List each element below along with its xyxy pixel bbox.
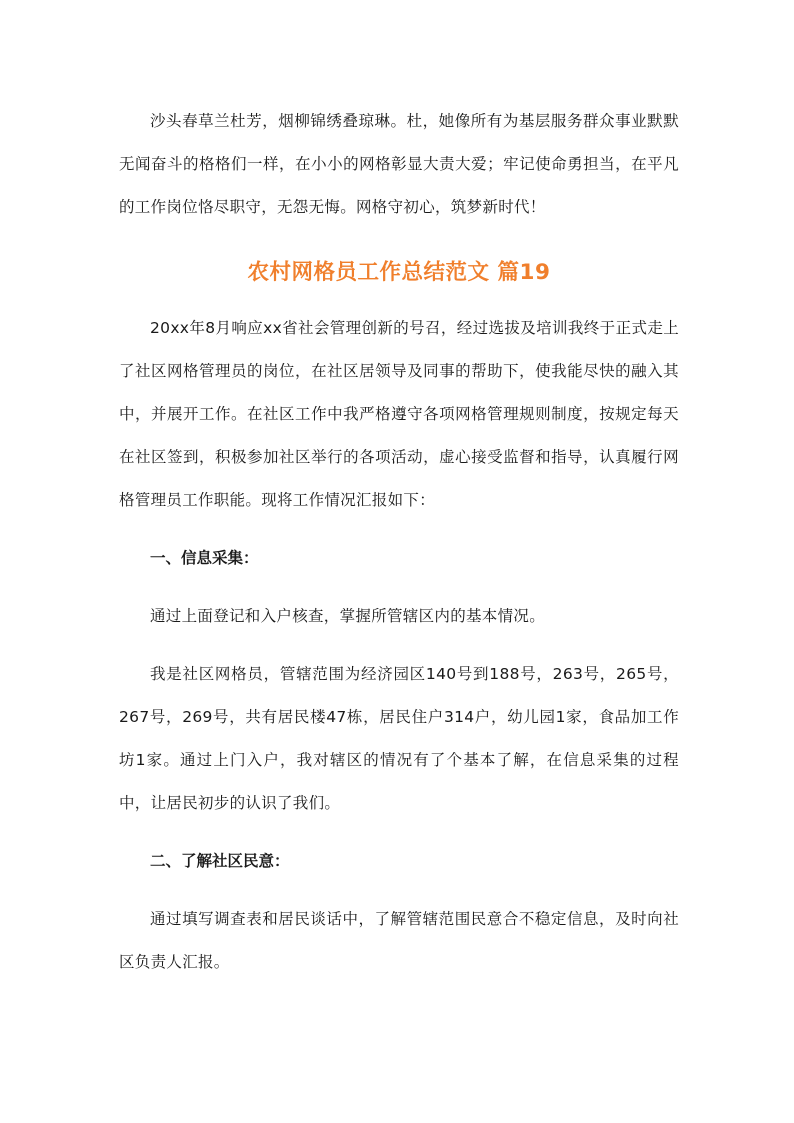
intro-paragraph: 沙头春草兰杜芳，烟柳锦绣叠琼琳。杜，她像所有为基层服务群众事业默默无闻奋斗的格格们一样，在小小的网格彰显大责大爱；牢记使命勇担当，在平凡的工作岗位恪尽职守，无怨无悔。网格守初心，筑梦新时代！ [119, 112, 679, 216]
heading-information-collection: 一、信息采集： [150, 549, 259, 567]
heading-community-opinion: 二、了解社区民意： [150, 852, 290, 870]
community-opinion-paragraph: 通过填写调查表和居民谈话中，了解管辖范围民意合不稳定信息，及时向社区负责人汇报。 [119, 910, 679, 971]
document-body [119, 100, 679, 984]
section-title: 农村网格员工作总结范文 篇19 [247, 260, 551, 285]
opening-paragraph: 20xx年8月响应xx省社会管理创新的号召，经过选拔及培训我终于正式走上了社区网格管理员的岗位，在社区居领导及同事的帮助下，使我能尽快的融入其中，并展开工作。在社区工作中我严格遵守各项网格管理规则制度，按规定每天在社区签到，积极参加社区举行的各项活动，虚心接受监督和指导，认真履行网格管理员工作职能。现将工作情况汇报如下： [119, 319, 679, 509]
information-collection-summary: 通过上面登记和入户核查，掌握所管辖区内的基本情况。 [150, 607, 546, 625]
information-collection-details: 我是社区网格员，管辖范围为经济园区140号到188号，263号，265号，267号，269号，共有居民楼47栋，居民住户314户，幼儿园1家，食品加工作坊1家。通过上门入户，我对辖区的情况有了个基本了解，在信息采集的过程中，让居民初步的认识了我们。 [119, 665, 679, 812]
